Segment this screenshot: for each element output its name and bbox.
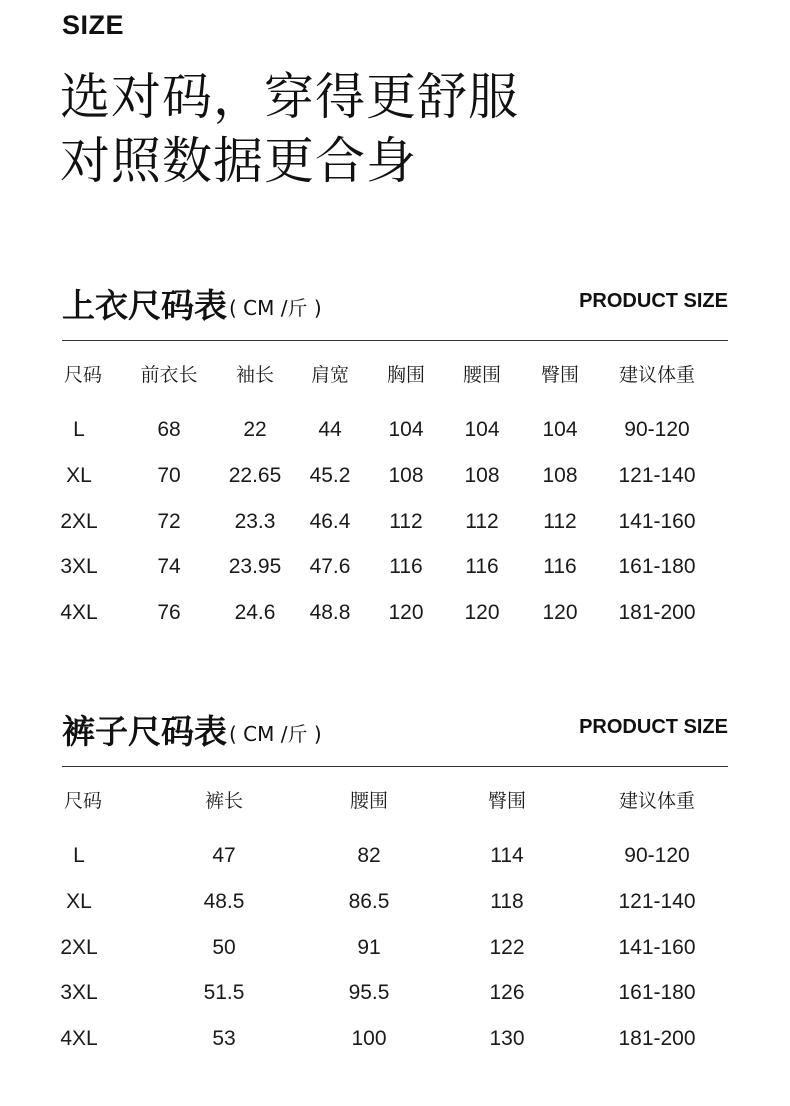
size-cell: 3XL: [60, 981, 98, 1004]
column-header: 前衣长: [140, 364, 198, 386]
table-cell: 108: [542, 464, 578, 487]
table-cell: 70: [157, 464, 181, 487]
table-cell: 22.65: [228, 464, 282, 487]
column-header: 尺码: [64, 790, 103, 812]
column-header: 臀围: [540, 364, 580, 386]
table-row: [62, 1024, 728, 1054]
table-cell: 76: [157, 601, 181, 624]
table-row: [62, 415, 728, 445]
table-cell: 86.5: [348, 890, 390, 913]
table-cell: 82: [357, 844, 381, 867]
table-row: [62, 598, 728, 628]
top-table-product-size: PRODUCT SIZE: [579, 290, 728, 312]
table-cell: 24.6: [234, 601, 276, 624]
table-cell: 22: [243, 418, 267, 441]
table-cell: 108: [388, 464, 424, 487]
table-cell: 44: [318, 418, 342, 441]
size-cell: L: [73, 418, 85, 441]
table-cell: 108: [464, 464, 500, 487]
table-row: [62, 978, 728, 1008]
size-cell: 4XL: [60, 1027, 98, 1050]
table-cell: 116: [465, 555, 499, 578]
table-cell: 91: [357, 936, 381, 959]
table-cell: 90-120: [624, 418, 690, 441]
table-cell: 141-160: [618, 510, 696, 533]
table-cell: 118: [490, 890, 524, 913]
table-row: [62, 552, 728, 582]
table-cell: 114: [490, 844, 524, 867]
table-cell: 112: [389, 510, 423, 533]
headline-line-2: 对照数据更合身: [60, 132, 417, 190]
table-cell: 48.8: [309, 601, 351, 624]
bottom-table-unit: ( CM /斤 ): [229, 722, 322, 746]
table-cell: 161-180: [618, 981, 696, 1004]
table-cell: 47: [212, 844, 236, 867]
bottom-table-product-size: PRODUCT SIZE: [579, 716, 728, 738]
size-cell: 2XL: [60, 936, 98, 959]
size-label: SIZE: [62, 10, 125, 40]
table-row: [62, 461, 728, 491]
table-cell: 51.5: [203, 981, 245, 1004]
table-cell: 23.3: [234, 510, 276, 533]
table-cell: 95.5: [348, 981, 390, 1004]
table-cell: 104: [464, 418, 500, 441]
bottom-table-rule: [62, 766, 728, 767]
table-cell: 181-200: [618, 601, 696, 624]
table-cell: 116: [543, 555, 577, 578]
size-cell: 4XL: [60, 601, 98, 624]
bottom-table-title-text: 裤子尺码表: [62, 712, 227, 751]
table-cell: 181-200: [618, 1027, 696, 1050]
column-header: 腰围: [349, 790, 389, 812]
table-cell: 53: [212, 1027, 236, 1050]
table-row: [62, 933, 728, 963]
table-cell: 23.95: [228, 555, 282, 578]
table-cell: 112: [465, 510, 499, 533]
column-header: 袖长: [235, 364, 275, 386]
size-cell: 3XL: [60, 555, 98, 578]
column-header: 臀围: [487, 790, 527, 812]
table-cell: 90-120: [624, 844, 690, 867]
top-table-title-text: 上衣尺码表: [62, 286, 227, 325]
table-cell: 130: [489, 1027, 525, 1050]
bottom-table-title: [62, 706, 322, 753]
column-header: 胸围: [386, 364, 426, 386]
table-cell: 120: [464, 601, 500, 624]
top-table-rule: [62, 340, 728, 341]
size-cell: 2XL: [60, 510, 98, 533]
column-header: 建议体重: [618, 364, 696, 386]
table-row: [62, 841, 728, 871]
table-cell: 116: [389, 555, 423, 578]
table-cell: 46.4: [309, 510, 351, 533]
table-cell: 120: [388, 601, 424, 624]
table-cell: 50: [212, 936, 236, 959]
table-cell: 141-160: [618, 936, 696, 959]
table-cell: 122: [489, 936, 525, 959]
table-cell: 100: [351, 1027, 387, 1050]
table-cell: 161-180: [618, 555, 696, 578]
size-cell: XL: [66, 464, 92, 487]
table-cell: 121-140: [618, 464, 696, 487]
column-header: 肩宽: [310, 364, 350, 386]
table-cell: 45.2: [309, 464, 351, 487]
table-row: [62, 887, 728, 917]
column-header: 腰围: [462, 364, 502, 386]
table-cell: 72: [157, 510, 181, 533]
table-cell: 112: [543, 510, 577, 533]
table-cell: 104: [542, 418, 578, 441]
table-cell: 126: [489, 981, 525, 1004]
column-header: 建议体重: [618, 790, 696, 812]
table-header-row: [62, 786, 728, 816]
table-cell: 104: [388, 418, 424, 441]
table-cell: 120: [542, 601, 578, 624]
headline-line-1: 选对码，穿得更舒服: [60, 68, 519, 126]
table-cell: 47.6: [309, 555, 351, 578]
size-cell: XL: [66, 890, 92, 913]
table-cell: 121-140: [618, 890, 696, 913]
table-cell: 48.5: [203, 890, 245, 913]
column-header: 裤长: [204, 790, 244, 812]
table-cell: 74: [157, 555, 181, 578]
column-header: 尺码: [64, 364, 103, 386]
table-row: [62, 507, 728, 537]
table-cell: 68: [157, 418, 181, 441]
top-table-unit: ( CM /斤 ): [229, 296, 322, 320]
table-header-row: [62, 360, 728, 390]
top-table-title: [62, 280, 322, 327]
size-cell: L: [73, 844, 85, 867]
